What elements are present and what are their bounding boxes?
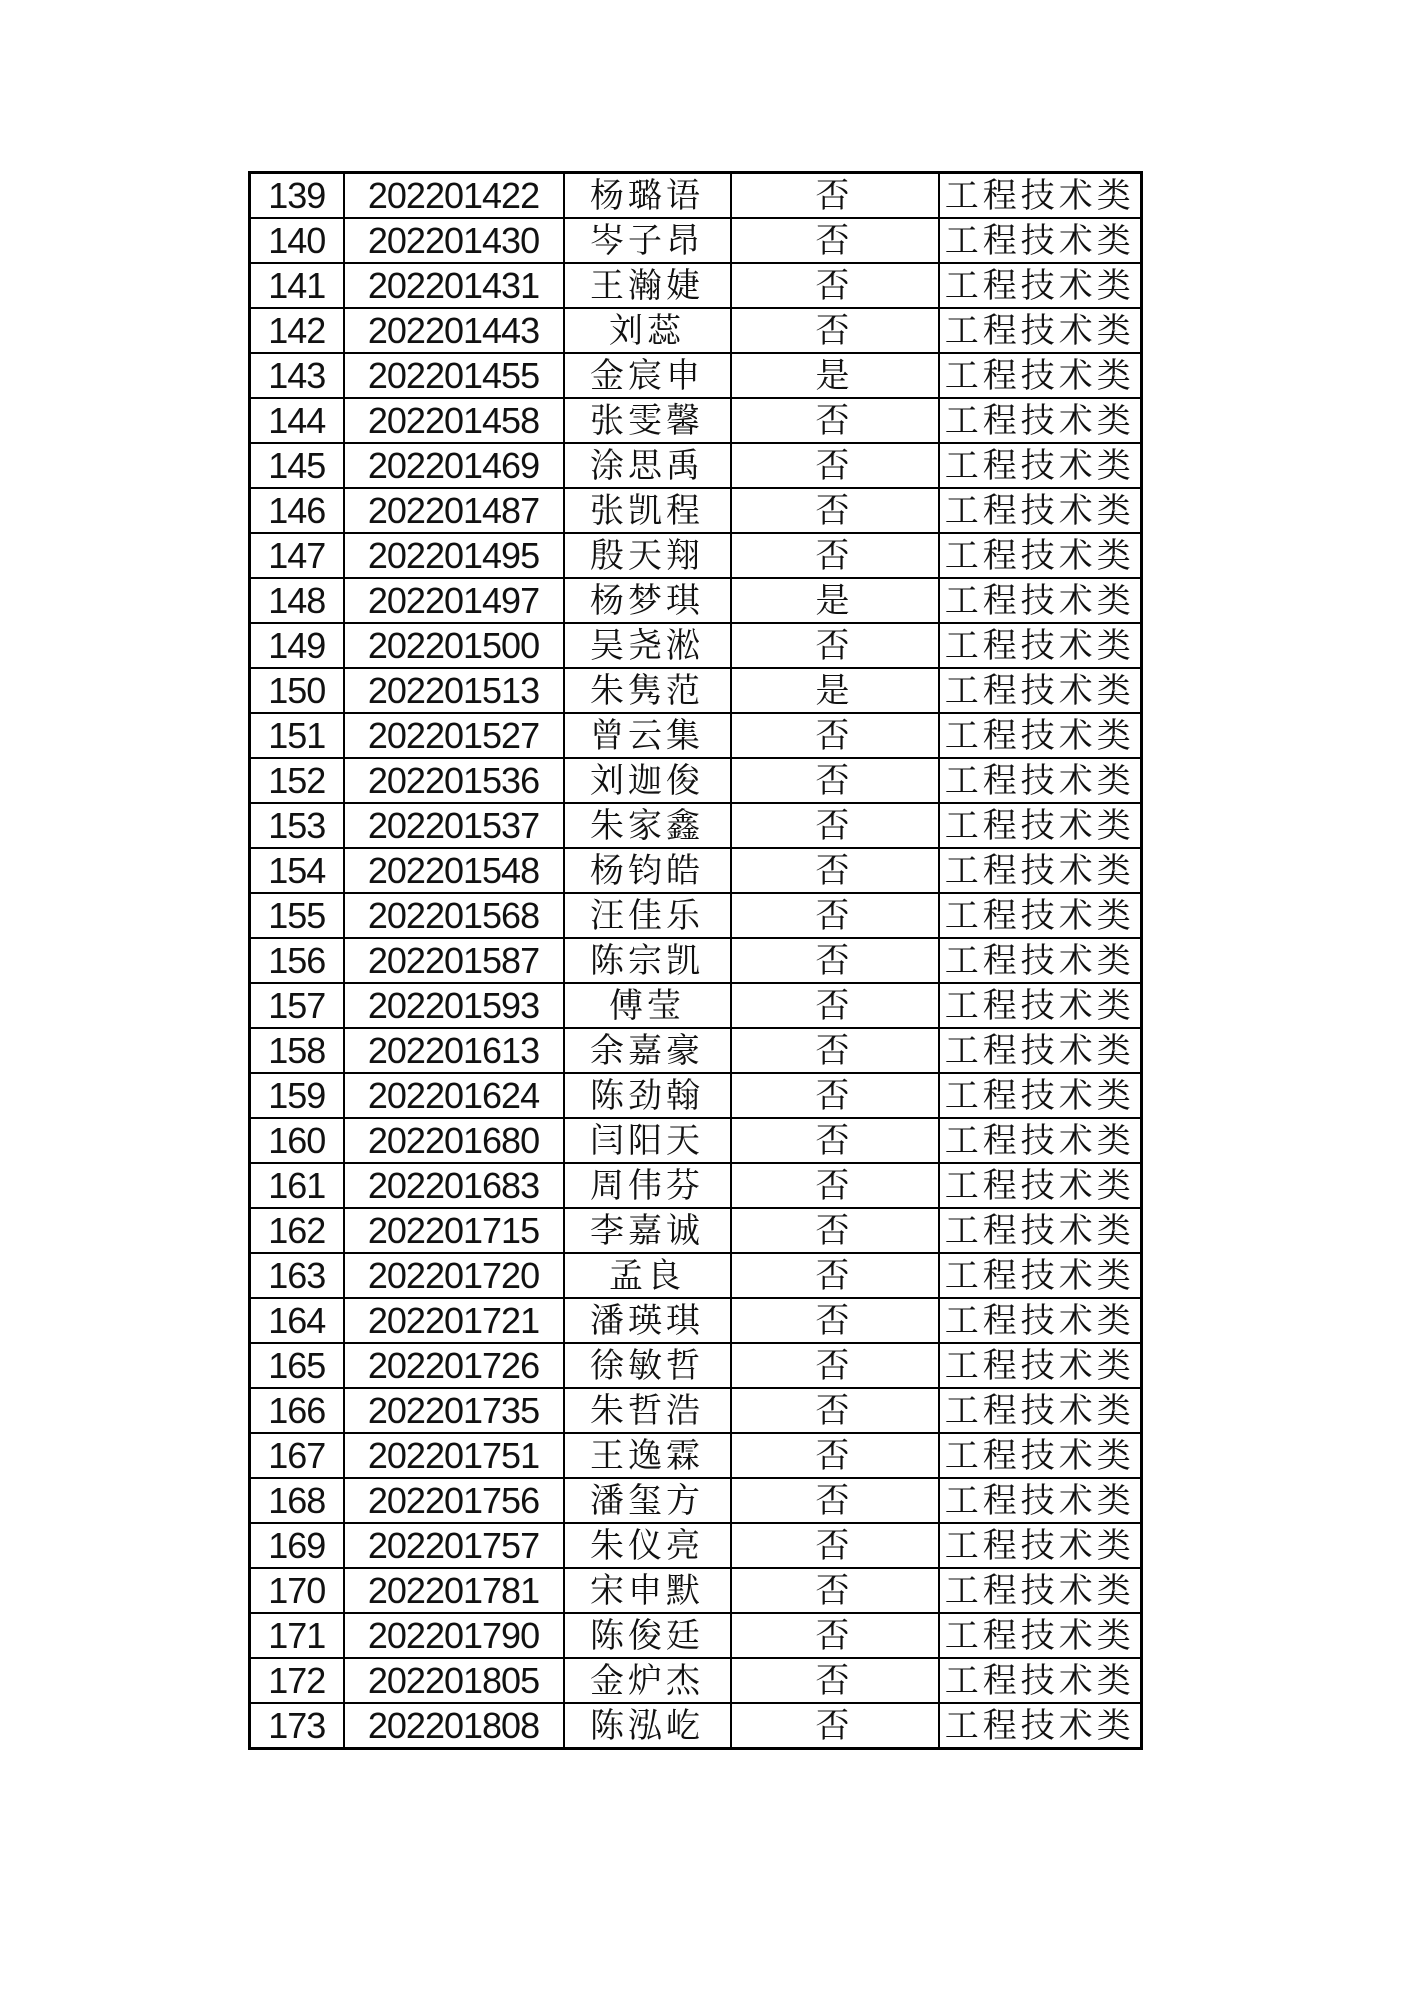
table-row [250,1658,1142,1703]
flag-cell: 否 [731,623,939,668]
row-number-cell: 141 [250,263,344,308]
category-cell: 工程技术类 [939,1208,1142,1253]
row-number-cell: 158 [250,1028,344,1073]
table-row [250,263,1142,308]
table-row [250,173,1142,219]
row-number-cell: 163 [250,1253,344,1298]
student-name-cell: 杨梦琪 [564,578,731,623]
table-row [250,668,1142,713]
row-number-cell: 146 [250,488,344,533]
flag-cell: 否 [731,1208,939,1253]
row-number-cell: 161 [250,1163,344,1208]
student-name-cell: 傅莹 [564,983,731,1028]
table-row [250,1388,1142,1433]
student-name-cell: 曾云集 [564,713,731,758]
student-name-cell: 朱家鑫 [564,803,731,848]
category-cell: 工程技术类 [939,1028,1142,1073]
student-id-cell: 202201443 [344,308,564,353]
category-cell: 工程技术类 [939,668,1142,713]
student-id-cell: 202201458 [344,398,564,443]
flag-cell: 否 [731,983,939,1028]
table-row [250,803,1142,848]
student-id-cell: 202201469 [344,443,564,488]
table-row [250,443,1142,488]
category-cell: 工程技术类 [939,488,1142,533]
row-number-cell: 166 [250,1388,344,1433]
student-id-cell: 202201720 [344,1253,564,1298]
flag-cell: 否 [731,443,939,488]
student-name-cell: 余嘉豪 [564,1028,731,1073]
flag-cell: 否 [731,758,939,803]
category-cell: 工程技术类 [939,758,1142,803]
table-row [250,1343,1142,1388]
flag-cell: 否 [731,1343,939,1388]
category-cell: 工程技术类 [939,713,1142,758]
category-cell: 工程技术类 [939,1343,1142,1388]
student-name-cell: 闫阳天 [564,1118,731,1163]
category-cell: 工程技术类 [939,938,1142,983]
table-row [250,218,1142,263]
category-cell: 工程技术类 [939,1523,1142,1568]
student-id-cell: 202201613 [344,1028,564,1073]
student-id-cell: 202201624 [344,1073,564,1118]
row-number-cell: 143 [250,353,344,398]
category-cell: 工程技术类 [939,848,1142,893]
student-id-cell: 202201548 [344,848,564,893]
category-cell: 工程技术类 [939,398,1142,443]
row-number-cell: 149 [250,623,344,668]
row-number-cell: 156 [250,938,344,983]
row-number-cell: 153 [250,803,344,848]
flag-cell: 否 [731,1613,939,1658]
category-cell: 工程技术类 [939,353,1142,398]
category-cell: 工程技术类 [939,263,1142,308]
row-number-cell: 155 [250,893,344,938]
row-number-cell: 170 [250,1568,344,1613]
student-id-cell: 202201721 [344,1298,564,1343]
category-cell: 工程技术类 [939,533,1142,578]
student-name-cell: 陈宗凯 [564,938,731,983]
row-number-cell: 173 [250,1703,344,1749]
student-id-cell: 202201756 [344,1478,564,1523]
student-name-cell: 殷天翔 [564,533,731,578]
student-name-cell: 宋申默 [564,1568,731,1613]
row-number-cell: 157 [250,983,344,1028]
student-name-cell: 潘瑛琪 [564,1298,731,1343]
row-number-cell: 162 [250,1208,344,1253]
table-row [250,1568,1142,1613]
row-number-cell: 168 [250,1478,344,1523]
row-number-cell: 159 [250,1073,344,1118]
student-id-cell: 202201805 [344,1658,564,1703]
category-cell: 工程技术类 [939,893,1142,938]
category-cell: 工程技术类 [939,803,1142,848]
flag-cell: 否 [731,713,939,758]
table-row [250,623,1142,668]
student-id-cell: 202201422 [344,173,564,219]
student-id-cell: 202201500 [344,623,564,668]
student-id-cell: 202201808 [344,1703,564,1749]
table-row [250,983,1142,1028]
category-cell: 工程技术类 [939,1658,1142,1703]
student-name-cell: 潘玺方 [564,1478,731,1523]
student-id-cell: 202201455 [344,353,564,398]
student-id-cell: 202201431 [344,263,564,308]
category-cell: 工程技术类 [939,1703,1142,1749]
flag-cell: 否 [731,1118,939,1163]
student-name-cell: 周伟芬 [564,1163,731,1208]
student-id-cell: 202201537 [344,803,564,848]
table-row [250,398,1142,443]
category-cell: 工程技术类 [939,1073,1142,1118]
student-id-cell: 202201497 [344,578,564,623]
category-cell: 工程技术类 [939,1613,1142,1658]
flag-cell: 否 [731,1658,939,1703]
flag-cell: 否 [731,308,939,353]
row-number-cell: 171 [250,1613,344,1658]
category-cell: 工程技术类 [939,443,1142,488]
flag-cell: 否 [731,533,939,578]
row-number-cell: 160 [250,1118,344,1163]
row-number-cell: 167 [250,1433,344,1478]
student-name-cell: 刘蕊 [564,308,731,353]
flag-cell: 否 [731,1478,939,1523]
student-name-cell: 李嘉诚 [564,1208,731,1253]
row-number-cell: 154 [250,848,344,893]
flag-cell: 否 [731,218,939,263]
flag-cell: 否 [731,938,939,983]
table-row [250,938,1142,983]
student-name-cell: 张凯程 [564,488,731,533]
table-row [250,1118,1142,1163]
table-row [250,1253,1142,1298]
student-name-cell: 陈劲翰 [564,1073,731,1118]
category-cell: 工程技术类 [939,983,1142,1028]
student-name-cell: 孟良 [564,1253,731,1298]
student-id-cell: 202201680 [344,1118,564,1163]
student-name-cell: 杨璐语 [564,173,731,219]
flag-cell: 否 [731,1703,939,1749]
student-id-cell: 202201568 [344,893,564,938]
student-list-table [248,171,1143,1750]
student-id-cell: 202201527 [344,713,564,758]
category-cell: 工程技术类 [939,218,1142,263]
student-id-cell: 202201513 [344,668,564,713]
table-row [250,1613,1142,1658]
row-number-cell: 140 [250,218,344,263]
student-id-cell: 202201757 [344,1523,564,1568]
category-cell: 工程技术类 [939,1253,1142,1298]
student-id-cell: 202201726 [344,1343,564,1388]
student-id-cell: 202201587 [344,938,564,983]
student-id-cell: 202201430 [344,218,564,263]
row-number-cell: 169 [250,1523,344,1568]
student-name-cell: 涂思禹 [564,443,731,488]
student-name-cell: 王逸霖 [564,1433,731,1478]
table-row [250,848,1142,893]
flag-cell: 否 [731,1433,939,1478]
student-name-cell: 朱哲浩 [564,1388,731,1433]
category-cell: 工程技术类 [939,1478,1142,1523]
row-number-cell: 165 [250,1343,344,1388]
category-cell: 工程技术类 [939,1298,1142,1343]
category-cell: 工程技术类 [939,1118,1142,1163]
category-cell: 工程技术类 [939,1388,1142,1433]
student-id-cell: 202201751 [344,1433,564,1478]
student-name-cell: 金炉杰 [564,1658,731,1703]
category-cell: 工程技术类 [939,578,1142,623]
flag-cell: 是 [731,578,939,623]
flag-cell: 否 [731,1568,939,1613]
row-number-cell: 144 [250,398,344,443]
row-number-cell: 142 [250,308,344,353]
row-number-cell: 147 [250,533,344,578]
category-cell: 工程技术类 [939,623,1142,668]
table-row [250,1208,1142,1253]
student-id-cell: 202201593 [344,983,564,1028]
student-name-cell: 吴尧淞 [564,623,731,668]
student-name-cell: 杨钧皓 [564,848,731,893]
row-number-cell: 150 [250,668,344,713]
student-name-cell: 朱仪亮 [564,1523,731,1568]
flag-cell: 是 [731,353,939,398]
table-row [250,578,1142,623]
row-number-cell: 172 [250,1658,344,1703]
student-name-cell: 刘迦俊 [564,758,731,803]
student-name-cell: 陈俊廷 [564,1613,731,1658]
table-row [250,1703,1142,1749]
student-id-cell: 202201495 [344,533,564,578]
student-name-cell: 汪佳乐 [564,893,731,938]
flag-cell: 否 [731,1163,939,1208]
row-number-cell: 152 [250,758,344,803]
student-id-cell: 202201715 [344,1208,564,1253]
student-name-cell: 陈泓屹 [564,1703,731,1749]
table-row [250,308,1142,353]
table-row [250,1298,1142,1343]
table-row [250,713,1142,758]
table-row [250,1478,1142,1523]
table-row [250,1433,1142,1478]
student-name-cell: 王瀚婕 [564,263,731,308]
table-row [250,488,1142,533]
flag-cell: 否 [731,893,939,938]
flag-cell: 否 [731,803,939,848]
flag-cell: 否 [731,263,939,308]
student-id-cell: 202201735 [344,1388,564,1433]
row-number-cell: 139 [250,173,344,219]
flag-cell: 否 [731,1073,939,1118]
category-cell: 工程技术类 [939,173,1142,219]
table-row [250,893,1142,938]
student-name-cell: 朱隽范 [564,668,731,713]
table-body [250,173,1142,1749]
row-number-cell: 151 [250,713,344,758]
flag-cell: 否 [731,848,939,893]
table-row [250,758,1142,803]
category-cell: 工程技术类 [939,1163,1142,1208]
category-cell: 工程技术类 [939,1568,1142,1613]
flag-cell: 否 [731,1523,939,1568]
flag-cell: 否 [731,1028,939,1073]
student-name-cell: 岑子昂 [564,218,731,263]
student-name-cell: 金宸申 [564,353,731,398]
table-row [250,1073,1142,1118]
student-id-cell: 202201781 [344,1568,564,1613]
student-id-cell: 202201536 [344,758,564,803]
student-id-cell: 202201683 [344,1163,564,1208]
flag-cell: 否 [731,1298,939,1343]
student-id-cell: 202201790 [344,1613,564,1658]
table-row [250,1523,1142,1568]
table-row [250,1028,1142,1073]
flag-cell: 是 [731,668,939,713]
student-id-cell: 202201487 [344,488,564,533]
category-cell: 工程技术类 [939,308,1142,353]
category-cell: 工程技术类 [939,1433,1142,1478]
row-number-cell: 164 [250,1298,344,1343]
table-row [250,1163,1142,1208]
student-name-cell: 张雯馨 [564,398,731,443]
flag-cell: 否 [731,488,939,533]
row-number-cell: 145 [250,443,344,488]
flag-cell: 否 [731,1388,939,1433]
student-name-cell: 徐敏哲 [564,1343,731,1388]
flag-cell: 否 [731,1253,939,1298]
flag-cell: 否 [731,173,939,219]
row-number-cell: 148 [250,578,344,623]
flag-cell: 否 [731,398,939,443]
table-row [250,353,1142,398]
table-row [250,533,1142,578]
